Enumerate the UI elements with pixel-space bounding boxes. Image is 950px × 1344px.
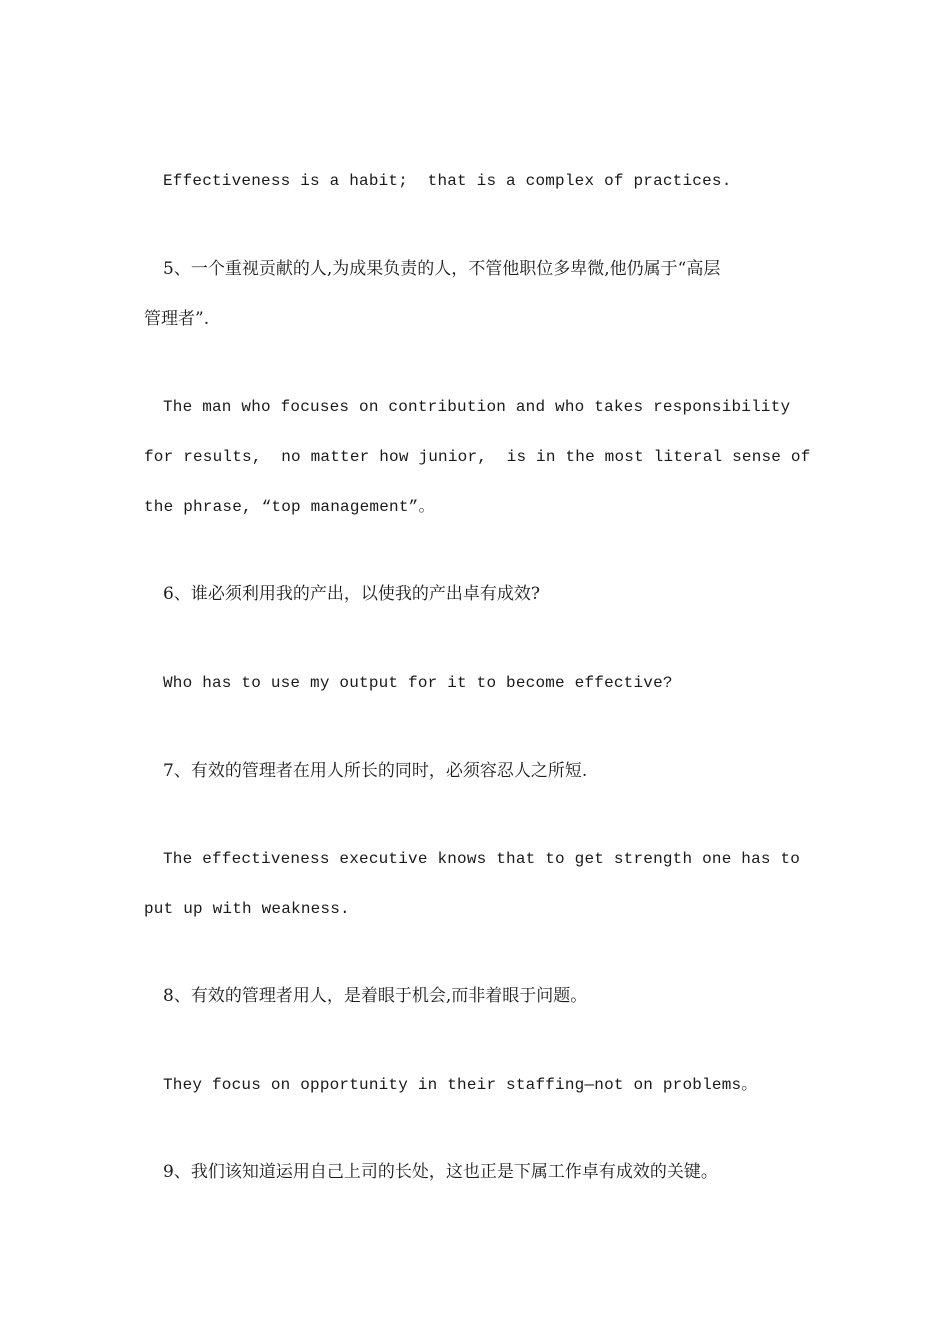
paragraph-line: the phrase, “top management”。 <box>144 498 435 516</box>
paragraph-line: 管理者”. <box>144 309 210 329</box>
paragraph-line: for results, no matter how junior, is in the most literal sense of <box>144 448 811 466</box>
paragraph-line: 8、有效的管理者用人，是着眼于机会,而非着眼于问题。 <box>163 986 588 1006</box>
paragraph-line: Who has to use my output for it to become effective? <box>163 674 673 692</box>
paragraph-line: They focus on opportunity in their staffing—not on problems。 <box>163 1076 758 1094</box>
paragraph-line: put up with weakness. <box>144 900 350 918</box>
paragraph-line: Effectiveness is a habit; that is a complex of practices. <box>163 172 732 190</box>
paragraph-line: 5、一个重视贡献的人,为成果负责的人，不管他职位多卑微,他仍属于“高层 <box>163 259 721 279</box>
paragraph-line: The effectiveness executive knows that to get strength one has to <box>163 850 801 868</box>
paragraph-line: 7、有效的管理者在用人所长的同时，必须容忍人之所短. <box>163 761 588 781</box>
paragraph-line: 6、谁必须利用我的产出，以使我的产出卓有成效? <box>163 584 540 604</box>
paragraph-line: The man who focuses on contribution and who takes responsibility <box>163 398 791 416</box>
paragraph-line: 9、我们该知道运用自己上司的长处，这也正是下属工作卓有成效的关键。 <box>163 1162 718 1182</box>
